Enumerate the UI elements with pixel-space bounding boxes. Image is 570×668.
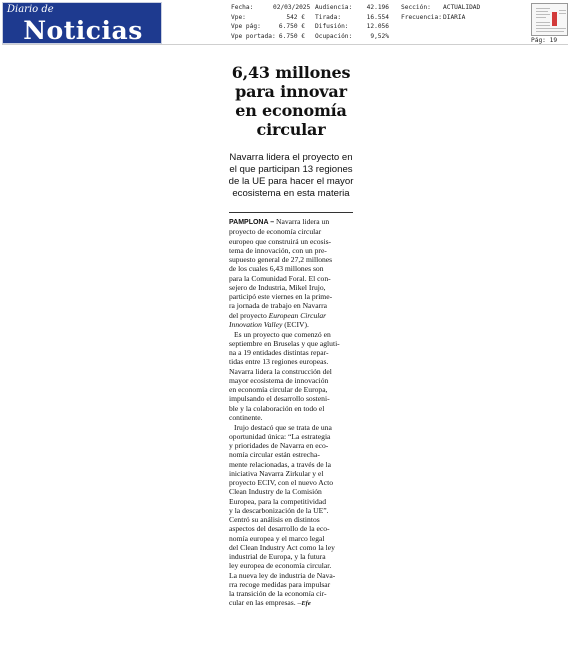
text-line: la transición de la economía cir- <box>229 589 327 599</box>
meta-key: Sección: <box>401 4 431 11</box>
text-line: Centró su análisis en distintos <box>229 515 320 525</box>
text-line: Clean Industry de la Comisión <box>229 487 322 497</box>
text-line: sejero de Industria, Mikel Irujo, <box>229 282 326 292</box>
masthead-name: Noticias <box>3 16 162 44</box>
text-line: europeo que construirá un ecosis- <box>229 236 332 246</box>
thumb-line <box>536 31 564 32</box>
headline-line: en economía <box>235 101 347 120</box>
text-fragment: Navarra lidera un <box>274 217 330 226</box>
masthead-logo <box>2 2 162 44</box>
text-fragment: del proyecto <box>229 310 269 320</box>
text-line: Es un proyecto que comenzó en <box>234 329 331 339</box>
text-fragment: (ECIV). <box>282 319 309 329</box>
meta-column-3 <box>401 3 491 22</box>
meta-row <box>401 3 491 13</box>
text-line: para la Comunidad Foral. El con- <box>229 273 331 283</box>
thumb-line <box>536 17 546 18</box>
meta-value: 6.750 € <box>278 23 305 31</box>
thumb-line <box>559 13 566 14</box>
text-line: continente. <box>229 412 263 422</box>
text-line: impulsando el desarrollo sosteni- <box>229 394 330 404</box>
subheadline <box>222 152 360 200</box>
thumb-line <box>559 10 566 11</box>
text-line <box>229 598 353 608</box>
meta-key: Difusión: <box>315 23 349 31</box>
meta-row <box>231 3 311 13</box>
meta-value: 6.750 € <box>278 32 305 40</box>
thumb-line <box>536 8 550 9</box>
text-line: Irujo destacó que se trata de una <box>234 422 332 432</box>
headline-line: 6,43 millones <box>231 63 351 82</box>
meta-column-2 <box>315 3 389 41</box>
text-line: aspectos del desarrollo de la eco- <box>229 524 330 534</box>
meta-row <box>231 13 305 23</box>
subhead-line: de la UE para hacer el mayor <box>228 176 354 187</box>
signature: Efe <box>301 600 311 608</box>
text-line: iniciativa Navarra Zirkular y el <box>229 468 324 478</box>
thumb-highlight <box>552 12 557 26</box>
section-rule <box>229 212 353 213</box>
meta-key: Ocupación: <box>315 32 353 40</box>
text-line: septiembre en Bruselas y que agluti- <box>229 338 340 348</box>
text-line: en economía circular de Europa, <box>229 385 328 395</box>
meta-key: Audiencia: <box>315 4 353 11</box>
text-line: industrial de Europa, y la futura <box>229 552 326 562</box>
paragraph-1 <box>229 217 353 329</box>
text-line: mayor ecosistema de innovación <box>229 375 329 385</box>
meta-row <box>401 13 491 23</box>
text-fragment: cular en las empresas. – <box>229 598 302 608</box>
subhead-line: ecosistema en esta materia <box>232 188 350 199</box>
headline-line: circular <box>256 120 326 139</box>
text-line: La nueva ley de industria de Nava- <box>229 570 336 580</box>
text-line: participó este viernes en la prime- <box>229 292 333 301</box>
meta-value: 542 € <box>286 13 305 21</box>
meta-row <box>315 3 389 13</box>
thumb-line <box>536 28 566 29</box>
text-line: proyecto de economía circular <box>229 227 322 237</box>
paragraph-3 <box>229 423 353 609</box>
project-name: European Circular <box>268 310 327 320</box>
thumb-line <box>536 25 550 26</box>
meta-key: Frecuencia: <box>401 13 442 21</box>
text-line <box>229 217 353 227</box>
text-line: de los cuales 6,43 millones son <box>229 264 324 274</box>
meta-key: Tirada: <box>315 13 342 21</box>
meta-value: ACTUALIDAD <box>443 4 481 11</box>
meta-value: 16.554 <box>366 13 389 21</box>
headline-line: para innovar <box>235 82 347 101</box>
text-line: ble y la colaboración en todo el <box>229 403 325 413</box>
meta-row <box>315 13 389 23</box>
text-line: Navarra lidera la construcción del <box>229 366 332 376</box>
text-line: y prioridades de Navarra en eco- <box>229 441 329 451</box>
header-divider <box>2 44 568 45</box>
text-line: Europea, para la competitividad <box>229 496 326 506</box>
subhead-line: el que participan 13 regiones <box>229 164 353 175</box>
headline <box>218 63 364 139</box>
meta-column-1 <box>231 3 311 41</box>
masthead-kicker: Diario de <box>7 4 54 15</box>
text-line: na a 19 entidades distintas repar- <box>229 348 329 358</box>
text-line: ley europea de economía circular. <box>229 561 332 571</box>
meta-row <box>231 22 305 32</box>
meta-value: 02/03/2025 <box>273 4 311 11</box>
meta-value: DIARIA <box>443 13 466 21</box>
meta-key: Fecha: <box>231 4 254 11</box>
text-line: del Clean Industry Act como la ley <box>229 542 335 552</box>
text-line: oportunidad única: “La estrategia <box>229 431 331 441</box>
page-number: Pág: 19 <box>531 37 558 44</box>
text-line: mente relacionadas, a través de la <box>229 459 332 469</box>
meta-key: Vpe: <box>231 13 246 21</box>
paragraph-2 <box>229 330 353 423</box>
meta-value: 42.196 <box>366 4 389 11</box>
thumb-line <box>536 22 550 23</box>
text-line: tema de innovación, con un pre- <box>229 245 327 255</box>
text-line: y la descarbonización de la UE”. <box>229 505 329 515</box>
thumb-line <box>536 11 548 12</box>
project-name: Innovation Valley <box>229 319 283 329</box>
text-line: rra recoge medidas para impulsar <box>229 579 331 589</box>
meta-row <box>315 22 389 32</box>
dateline: PAMPLONA – <box>229 219 275 226</box>
meta-row <box>315 32 389 42</box>
text-line <box>229 311 353 320</box>
meta-key: Vpe pág: <box>231 23 261 31</box>
page-thumbnail[interactable] <box>531 3 568 36</box>
subhead-line: Navarra lidera el proyecto en <box>229 152 353 163</box>
text-line: supuesto general de 27,2 millones <box>229 255 333 264</box>
text-line: ra jornada de trabajo en Navarra <box>229 301 328 311</box>
text-line: nomía europea y el marco legal <box>229 533 325 543</box>
text-line: nomía circular están estrecha- <box>229 450 320 460</box>
meta-key: Vpe portada: <box>231 32 276 40</box>
thumb-line <box>536 14 550 15</box>
text-line <box>229 320 353 329</box>
text-line: proyecto ECIV, con el nuevo Acto <box>229 478 334 488</box>
text-line: tidas entre 13 regiones europeas. <box>229 357 329 367</box>
meta-row <box>231 32 305 42</box>
meta-value: 9,52% <box>370 32 389 40</box>
article-body <box>229 217 353 609</box>
meta-value: 12.056 <box>366 23 389 31</box>
